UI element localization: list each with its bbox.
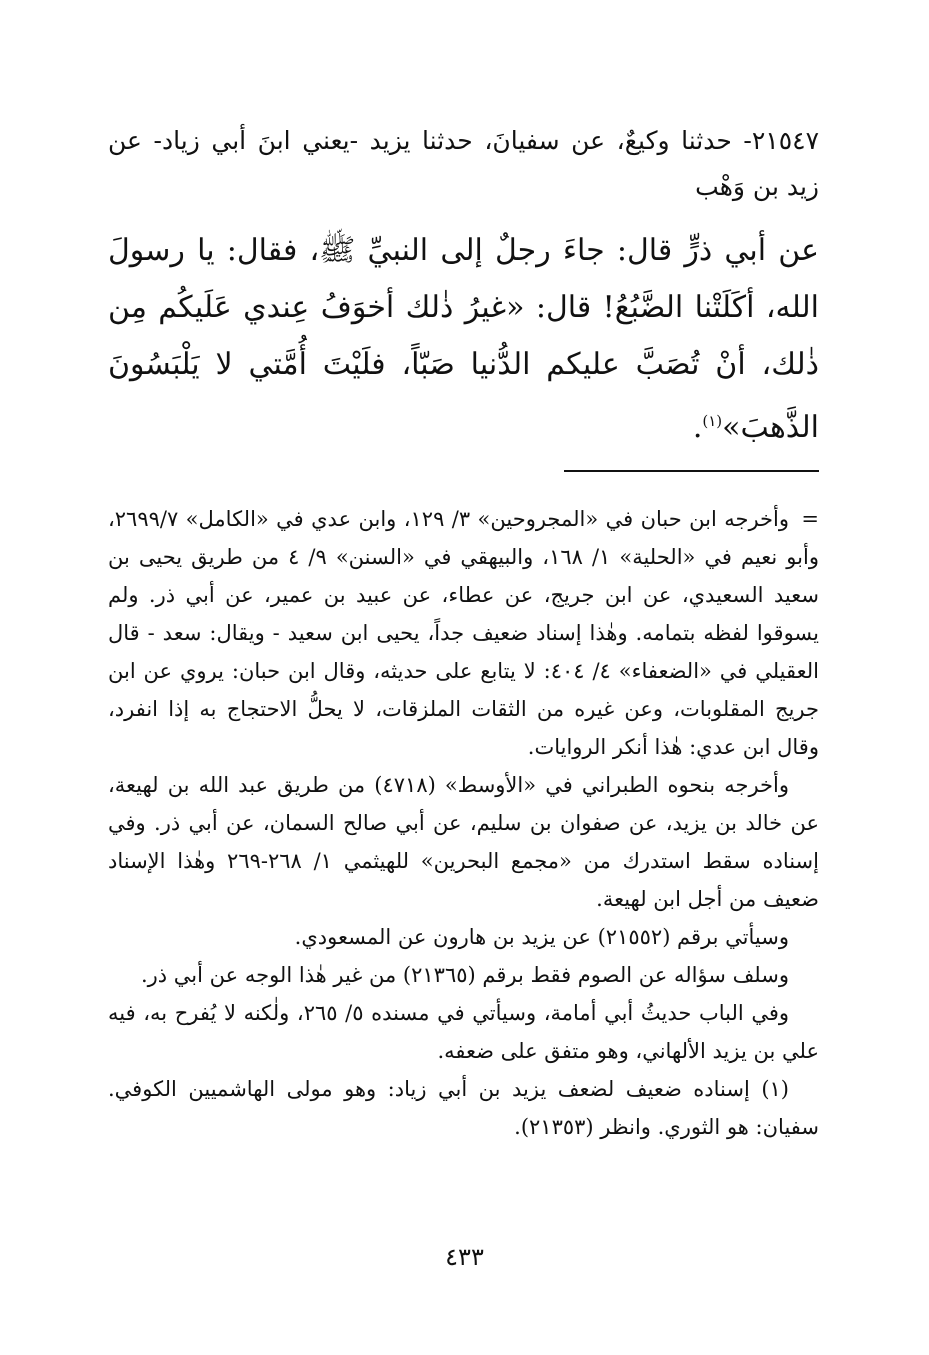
continuation-mark: = [801,507,819,531]
footnote-paragraph: وسلف سؤاله عن الصوم فقط برقم (٢١٣٦٥) من غير هٰذا الوجه عن أبي ذر. [140,963,789,987]
footnote-reference: (١) [702,412,723,430]
hadith-end-mark: . [692,410,703,445]
footnote-paragraph: وأخرجه بنحوه الطبراني في «الأوسط» (٤٧١٨) من طريق عبد الله بن لهيعة، عن خالد بن يزيد، عن صفوان بن سليم، عن أبي صالح السمان، عن أبي ذر. وفي إسناده سقط استدرك من «مجمع البحرين» للهيثمي ١/ ٢٦٨-٢٦٩ وهٰذا الإسناد ضعيف من أجل ابن لهيعة. [108,773,819,911]
hadith-isnad: ٢١٥٤٧- حدثنا وكيعٌ، عن سفيانَ، حدثنا يزيد -يعني ابنَ أبي زياد- عن زيد بن وَهْب [108,126,819,201]
hadith-matn: عن أبي ذرٍّ قال: جاءَ رجلٌ إلى النبيِّ ﷺ، فقال: يا رسولَ الله، أكَلَتْنا الضَّبُعُ! قال: «غيرُ ذٰلك أخوَفُ عِندي عَلَيكُم مِن ذٰلك، أنْ تُصَبَّ عليكم الدُّنيا صَبّاً، فلَيْتَ أُمَّتي لا يَلْبَسُونَ الذَّهبَ» [108,233,819,445]
footnote-separator [564,470,819,472]
footnote-paragraph [108,500,819,766]
footnote-paragraph: وفي الباب حديثُ أبي أمامة، وسيأتي في مسنده ٥/ ٢٦٥، ولٰكنه لا يُفرح به، فيه علي بن يزيد الألهاني، وهو متفق على ضعفه. [108,1001,819,1063]
footnote-paragraph: وسيأتي برقم (٢١٥٥٢) عن يزيد بن هارون عن المسعودي. [294,925,789,949]
page-number: ٤٣٣ [445,1243,484,1271]
footnotes-section [108,500,819,1146]
hadith-text-block [108,222,819,456]
footnote-1: (١) إسناده ضعيف لضعف يزيد بن أبي زياد: وهو مولى الهاشميين الكوفي. سفيان: هو الثوري. وانظر (٢١٣٥٣). [108,1077,819,1139]
footnote-text: وأخرجه ابن حبان في «المجروحين» ٣/ ١٢٩، وابن عدي في «الكامل» ٢٦٩٩/٧، وأبو نعيم في «الحلية» ١/ ١٦٨، والبيهقي في «السنن» ٩/ ٤ من طريق يحيى بن سعيد السعيدي، عن ابن جريج، عن عطاء، عن عبيد بن عمير، عن أبي ذر. ولم يسوقوا لفظه بتمامه. وهٰذا إسناد ضعيف جداً، يحيى ابن سعيد - ويقال: سعد - قال العقيلي في «الضعفاء» ٤/ ٤٠٤: لا يتابع على حديثه، وقال ابن حبان: يروي عن ابن جريج المقلوبات، وعن غيره من الثقات الملزقات، لا يحلُّ الاحتجاج به إذا انفرد، وقال ابن عدي: هٰذا أنكر الروايات. [108,507,819,759]
